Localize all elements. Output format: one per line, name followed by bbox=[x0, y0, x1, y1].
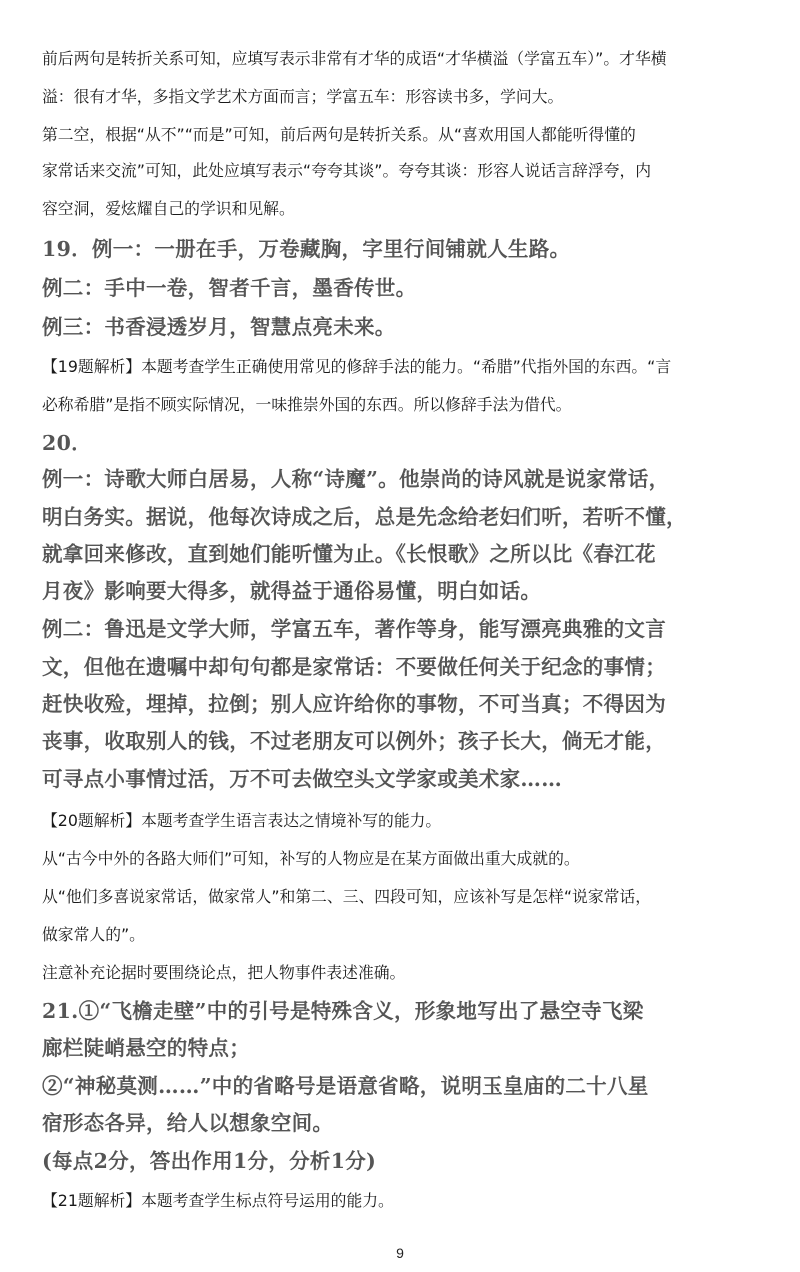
q20-example-2-line-3: 赶快收殓，埋掉，拉倒；别人应许给你的事物，不可当真；不得因为 bbox=[42, 692, 666, 716]
q20-example-1-line-2: 明白务实。据说，他每次诗成之后，总是先念给老妇们听，若听不懂， bbox=[42, 505, 687, 529]
q21-point-2-line-1: ②“神秘莫测……”中的省略号是语意省略，说明玉皇庙的二十八星 bbox=[42, 1074, 649, 1098]
q19-example-1: 19．例一：一册在手，万卷藏胸，字里行间铺就人生路。 bbox=[42, 237, 571, 261]
q18-answer-line-1: 前后两句是转折关系可知，应填写表示非常有才华的成语“才华横溢（学富五车）”。才华横 bbox=[42, 49, 667, 68]
q20-analysis-line-1: 【20题解析】本题考查学生语言表达之情境补写的能力。 bbox=[42, 811, 442, 830]
q20-analysis-line-5: 注意补充论据时要围绕论点，把人物事件表述准确。 bbox=[42, 963, 406, 982]
q21-point-2-line-2: 宿形态各异，给人以想象空间。 bbox=[42, 1111, 334, 1135]
q20-number: 20． bbox=[42, 431, 92, 455]
q19-analysis-line-2: 必称希腊”是指不顾实际情况，一味推崇外国的东西。所以修辞手法为借代。 bbox=[42, 395, 572, 414]
q20-example-1-line-1: 例一：诗歌大师白居易，人称“诗魔”。他崇尚的诗风就是说家常话， bbox=[42, 467, 670, 491]
q18-answer-line-4: 家常话来交流”可知，此处应填写表示“夸夸其谈”。夸夸其谈：形容人说话言辞浮夸，内 bbox=[42, 161, 652, 180]
q20-example-2-line-1: 例二：鲁迅是文学大师，学富五车，著作等身，能写漂亮典雅的文言 bbox=[42, 617, 666, 641]
q19-analysis-line-1: 【19题解析】本题考查学生正确使用常见的修辞手法的能力。“希腊”代指外国的东西。“言 bbox=[42, 357, 672, 376]
q20-example-2-line-2: 文，但他在遗嘱中却句句都是家常话：不要做任何关于纪念的事情； bbox=[42, 655, 666, 679]
q18-answer-line-3: 第二空，根据“从不”“而是”可知，前后两句是转折关系。从“喜欢用国人都能听得懂的 bbox=[42, 125, 636, 144]
q20-example-2-line-5: 可寻点小事情过活，万不可去做空头文学家或美术家…… bbox=[42, 767, 562, 791]
q18-answer-line-2: 溢：很有才华，多指文学艺术方面而言；学富五车：形容读书多，学问大。 bbox=[42, 87, 564, 106]
q20-example-1-line-4: 月夜》影响要大得多，就得益于通俗易懂，明白如话。 bbox=[42, 579, 542, 603]
q20-analysis-line-4: 做家常人的”。 bbox=[42, 925, 145, 944]
q20-example-2-line-4: 丧事，收取别人的钱，不过老朋友可以例外；孩子长大，倘无才能， bbox=[42, 729, 666, 753]
q20-analysis-line-2: 从“古今中外的各路大师们”可知，补写的人物应是在某方面做出重大成就的。 bbox=[42, 849, 580, 868]
q18-answer-line-5: 容空洞，爱炫耀自己的学识和见解。 bbox=[42, 199, 295, 218]
q21-analysis-line-1: 【21题解析】本题考查学生标点符号运用的能力。 bbox=[42, 1191, 394, 1210]
q19-example-2: 例二：手中一卷，智者千言，墨香传世。 bbox=[42, 276, 417, 300]
q21-scoring-note: (每点2分，答出作用1分，分析1分) bbox=[42, 1149, 377, 1173]
q20-analysis-line-3: 从“他们多喜说家常话，做家常人”和第二、三、四段可知，应该补写是怎样“说家常话， bbox=[42, 887, 652, 906]
q20-example-1-line-3: 就拿回来修改，直到她们能听懂为止。《长恨歌》之所以比《春江花 bbox=[42, 542, 656, 566]
page-number: 9 bbox=[396, 1245, 404, 1261]
q21-point-1-line-2: 廊栏陡峭悬空的特点； bbox=[42, 1036, 250, 1060]
q19-example-3: 例三：书香浸透岁月，智慧点亮未来。 bbox=[42, 315, 396, 339]
q21-point-1-line-1: 21.①“飞檐走壁”中的引号是特殊含义，形象地写出了悬空寺飞梁 bbox=[42, 999, 644, 1023]
